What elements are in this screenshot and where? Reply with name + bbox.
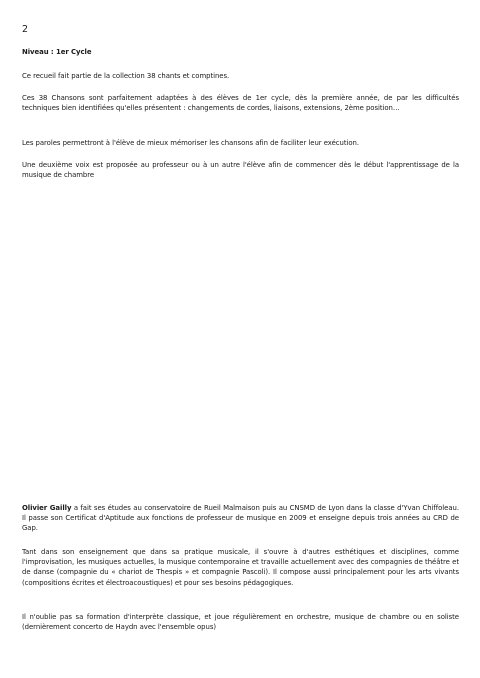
author-name: Olivier Gailly bbox=[22, 504, 72, 512]
adaptation-text: Ces 38 Chansons sont parfaitement adaptées à des élèves de 1er cycle, dès la première année, de par les difficultés techniques bien identifiées qu'elles présentent : changements de cordes, liaisons, extensions, 2ème position… bbox=[22, 94, 459, 113]
adaptation-paragraph bbox=[22, 93, 459, 113]
bio-text-2: Tant dans son enseignement que dans sa pratique musicale, il s'ouvre à d'autres esthétiques et disciplines, comme l'improvisation, les musiques actuelles, la musique contemporaine et travaille actuellement avec des compagnies de théâtre et de danse (compagnie du « chariot de Thespis » et compagnie Pascoli). Il compose aussi principalement pour les arts vivants (compositions écrites et électroacoustiques) et pour ses besoins pédagogiques. bbox=[22, 548, 459, 587]
page-number: 2 bbox=[22, 24, 29, 35]
second-voice-text: Une deuxième voix est proposée au professeur ou à un autre l'élève afin de commencer dès le début l'apprentissage de la musique de chambre bbox=[22, 161, 459, 180]
bio-paragraph-1 bbox=[22, 503, 459, 534]
level-heading bbox=[22, 47, 459, 57]
lyrics-text: Les paroles permettront à l'élève de mieux mémoriser les chansons afin de faciliter leur exécution. bbox=[22, 139, 359, 147]
bio-paragraph-3 bbox=[22, 612, 459, 632]
lyrics-paragraph bbox=[22, 138, 459, 148]
intro-text: Ce recueil fait partie de la collection 38 chants et comptines. bbox=[22, 72, 230, 80]
bio-text-1: a fait ses études au conservatoire de Rueil Malmaison puis au CNSMD de Lyon dans la classe d'Yvan Chiffoleau. Il passe son Certificat d'Aptitude aux fonctions de professeur de musique en 2009 et enseigne depuis trois années au CRD de Gap. bbox=[22, 504, 459, 533]
second-voice-paragraph bbox=[22, 160, 459, 180]
bio-paragraph-2 bbox=[22, 547, 459, 588]
intro-paragraph bbox=[22, 71, 459, 81]
bio-text-3: Il n'oublie pas sa formation d'interprète classique, et joue régulièrement en orchestre, musique de chambre ou en soliste (dernièrement concerto de Haydn avec l'ensemble opus) bbox=[22, 613, 459, 632]
level-label: Niveau : 1er Cycle bbox=[22, 48, 92, 56]
